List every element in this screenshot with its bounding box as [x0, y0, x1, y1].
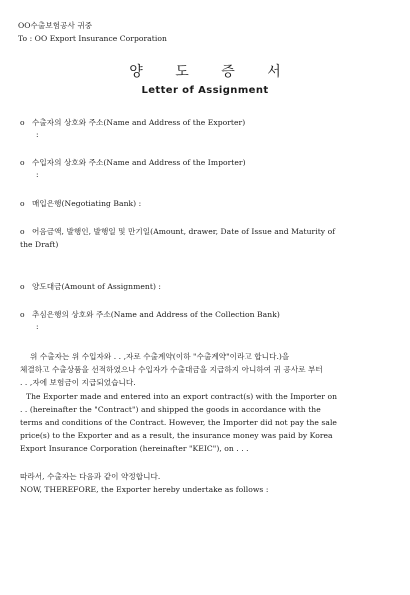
item-negotiating-bank: [20, 198, 141, 209]
closing-english: NOW, THEREFORE, the Exporter hereby undertake as follows :: [20, 485, 269, 494]
title-korean: 양 도 증 서: [129, 64, 295, 80]
item-amount-of-assignment-label: 양도대금(Amount of Assignment) :: [32, 282, 162, 291]
body-english-line5: Export Insurance Corporation (hereinafter "KEIC"), on . . .: [20, 444, 249, 453]
body-english-line4: price(s) to the Exporter and as a result, the insurance money was paid by Korea: [20, 431, 333, 440]
item-collection-bank: [20, 309, 280, 320]
item-exporter-colon: :: [36, 130, 39, 139]
item-negotiating-bank-label: 매입은행(Negotiating Bank) :: [32, 199, 142, 208]
body-english-line1: The Exporter made and entered into an export contract(s) with the Importer on: [26, 392, 338, 401]
bullet: o: [20, 199, 25, 208]
addressee-english: To : OO Export Insurance Corporation: [18, 34, 167, 43]
body-korean-line2: 체결하고 수출상품을 선적하였으나 수입자가 수출대금을 지급하지 아니하여 귀 공사로 부터: [20, 365, 323, 374]
item-collection-bank-colon: :: [36, 322, 39, 331]
addressee-korean: OO수출보험공사 귀중: [18, 21, 93, 30]
item-exporter: [20, 117, 245, 128]
item-amount-of-assignment: [20, 281, 161, 292]
item-importer: [20, 157, 246, 168]
body-english-line2: . . (hereinafter the "Contract") and shipped the goods in accordance with the: [20, 405, 321, 414]
body-english-line3: terms and conditions of the Contract. However, the Importer did not pay the sale: [20, 418, 337, 427]
bullet: o: [20, 158, 25, 167]
bullet: o: [20, 310, 25, 319]
item-exporter-label: 수출자의 상호와 주소(Name and Address of the Exporter): [32, 118, 246, 127]
item-draft: [20, 226, 335, 237]
body-korean-line3: . . ,자에 보험금이 지급되었습니다.: [20, 378, 136, 387]
body-korean-line1: 위 수출자는 위 수입자와 . . ,자로 수출계약(이하 "수출계약"이라고 합니다.)을: [30, 352, 290, 361]
item-draft-label-line2: the Draft): [20, 240, 59, 249]
item-collection-bank-label: 추심은행의 상호와 주소(Name and Address of the Collection Bank): [32, 310, 280, 319]
item-importer-colon: :: [36, 170, 39, 179]
bullet: o: [20, 282, 25, 291]
bullet: o: [20, 227, 25, 236]
bullet: o: [20, 118, 25, 127]
item-importer-label: 수입자의 상호와 주소(Name and Address of the Importer): [32, 158, 246, 167]
closing-korean: 따라서, 수출자는 다음과 같이 약정합니다.: [20, 472, 161, 481]
item-draft-label-line1: 어음금액, 발행인, 발행일 및 만기일(Amount, drawer, Date of Issue and Maturity of: [32, 227, 336, 236]
title-english: Letter of Assignment: [141, 85, 269, 96]
